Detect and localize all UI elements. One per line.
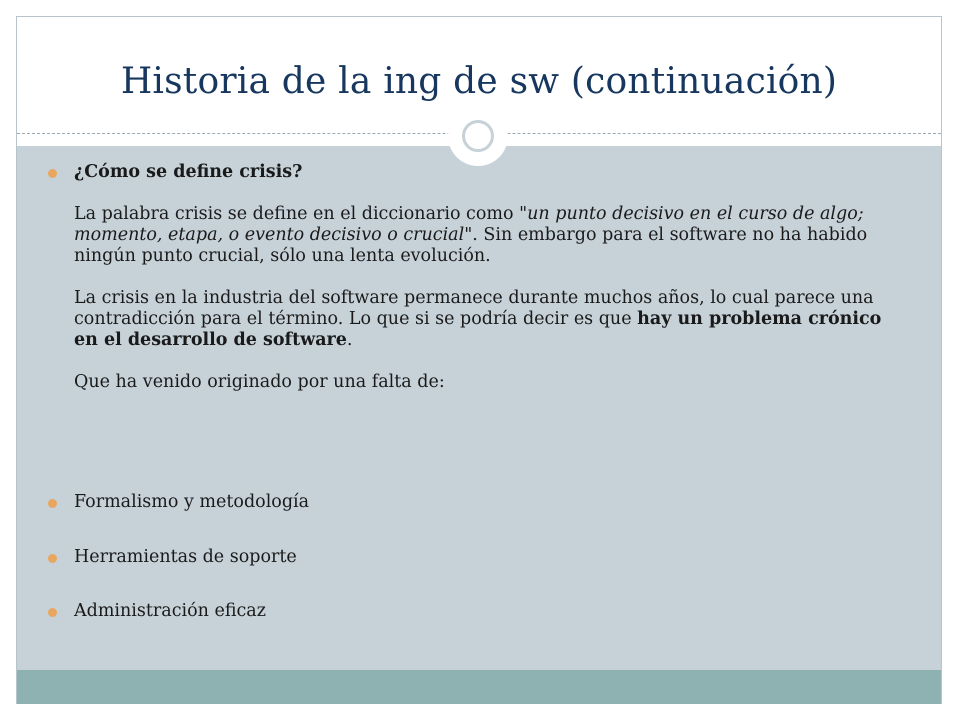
circle-ring-icon <box>462 120 494 152</box>
bullet-dot-icon <box>48 169 57 178</box>
crisis-paragraph <box>74 288 908 351</box>
circle-ornament-icon <box>448 106 508 166</box>
definition-text-end: ". Sin embargo para el software no ha habido ningún punto crucial, sólo una lenta evolución. <box>74 225 868 266</box>
bullet-dot-icon <box>48 554 57 563</box>
crisis-text-start: La crisis en la industria del software permanece durante muchos años, lo cual parece una contradicción para el término. Lo que si se podría decir es que <box>74 288 874 329</box>
crisis-highlight: hay un problema crónico en el desarrollo de software <box>74 309 882 350</box>
footer-bar <box>17 670 941 704</box>
list-item: Administración eficaz <box>74 601 266 621</box>
bullet-dot-icon <box>48 499 57 508</box>
definition-paragraph <box>74 204 908 267</box>
crisis-text-end: . <box>346 330 353 350</box>
question-heading: ¿Cómo se define crisis? <box>74 162 303 182</box>
list-item: Herramientas de soporte <box>74 547 297 567</box>
definition-quote: un punto decisivo en el curso de algo; momento, etapa, o evento decisivo o crucial <box>74 204 864 245</box>
definition-text-start: La palabra crisis se define en el diccionario como " <box>74 204 528 224</box>
slide-title: Historia de la ing de sw (continuación) <box>120 61 838 102</box>
list-item: Formalismo y metodología <box>74 492 310 512</box>
main-bullet <box>74 162 908 393</box>
bullet-dot-icon <box>48 608 57 617</box>
cause-intro: Que ha venido originado por una falta de: <box>74 372 445 392</box>
